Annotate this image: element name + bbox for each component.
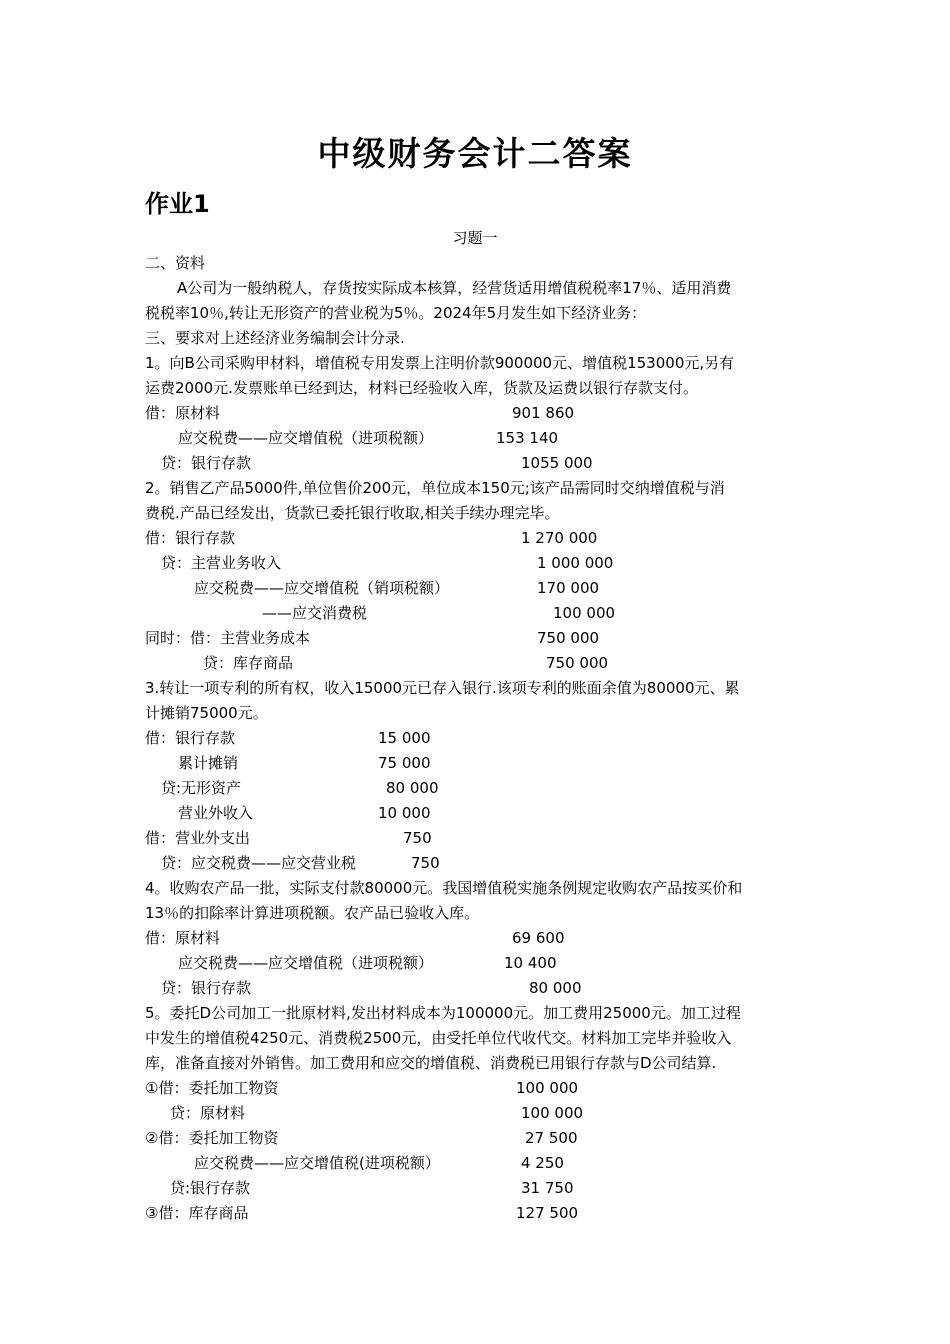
entry-account: 应交税费——应交增值税（销项税额） — [194, 579, 450, 597]
entry-amount: 901 860 — [512, 404, 575, 422]
entry-amount: 75 000 — [378, 754, 431, 772]
entry-amount: 80 000 — [529, 979, 582, 997]
entry-amount: 153 140 — [496, 429, 559, 447]
entry-amount: 127 500 — [516, 1204, 579, 1222]
materials-heading: 二、资料 — [145, 254, 206, 272]
question-5-line: 5。委托D公司加工一批原材料,发出材料成本为100000元。加工费用25000元。加工过程 — [145, 1004, 741, 1022]
entry-account: 应交税费——应交增值税（进项税额） — [178, 954, 434, 972]
paragraph-line: A公司为一般纳税人，存货按实际成本核算，经营货适用增值税税率17％、适用消费 — [177, 279, 732, 297]
entry-account: 借：营业外支出 — [145, 829, 251, 847]
entry-account: 借：银行存款 — [145, 729, 236, 747]
entry-amount: 27 500 — [525, 1129, 578, 1147]
entry-account: 应交税费——应交增值税(进项税额） — [194, 1154, 440, 1172]
entry-amount: 69 600 — [512, 929, 565, 947]
entry-account: 贷：应交税费——应交营业税 — [161, 854, 357, 872]
entry-amount: 10 400 — [504, 954, 557, 972]
question-2-line: 费税.产品已经发出，货款已委托银行收取,相关手续办理完毕。 — [145, 504, 560, 522]
entry-amount: 15 000 — [378, 729, 431, 747]
entry-account: 贷：主营业务收入 — [161, 554, 282, 572]
entry-account: ①借：委托加工物资 — [145, 1079, 279, 1097]
entry-amount: 750 — [403, 829, 432, 847]
entry-amount: 1 270 000 — [521, 529, 598, 547]
entry-account: ——应交消费税 — [262, 604, 368, 622]
entry-amount: 170 000 — [537, 579, 600, 597]
entry-account: ②借：委托加工物资 — [145, 1129, 279, 1147]
question-3-line: 计摊销75000元。 — [145, 704, 268, 722]
entry-amount: 100 000 — [516, 1079, 579, 1097]
entry-amount: 750 — [411, 854, 440, 872]
entry-amount: 31 750 — [521, 1179, 574, 1197]
question-3-line: 3.转让一项专利的所有权，收入15000元已存入银行.该项专利的账面余值为80000元、累 — [145, 679, 740, 697]
requirement-heading: 三、要求对上述经济业务编制会计分录. — [145, 329, 405, 347]
entry-account: 贷：银行存款 — [161, 454, 252, 472]
question-1-line: 1。向B公司采购甲材料，增值税专用发票上注明价款900000元、增值税153000元,另有 — [145, 354, 735, 372]
entry-amount: 10 000 — [378, 804, 431, 822]
entry-account: 同时：借：主营业务成本 — [145, 629, 311, 647]
entry-account: 贷：银行存款 — [161, 979, 252, 997]
document-title: 中级财务会计二答案 — [317, 134, 633, 173]
entry-account: 营业外收入 — [178, 804, 254, 822]
entry-account: 累计摊销 — [178, 754, 239, 772]
entry-amount: 750 000 — [546, 654, 609, 672]
entry-account: 应交税费——应交增值税（进项税额） — [178, 429, 434, 447]
question-5-line: 库，准备直接对外销售。加工费用和应交的增值税、消费税已用银行存款与D公司结算. — [145, 1054, 717, 1072]
entry-amount: 750 000 — [537, 629, 600, 647]
exercise-title: 习题一 — [452, 229, 498, 247]
entry-amount: 1 000 000 — [537, 554, 614, 572]
section-heading: 作业1 — [145, 190, 210, 218]
question-5-line: 中发生的增值税4250元、消费税2500元，由受托单位代收代交。材料加工完毕并验收入 — [145, 1029, 732, 1047]
question-1-line: 运费2000元.发票账单已经到达，材料已经验收入库，货款及运费以银行存款支付。 — [145, 379, 698, 397]
question-4-line: 13％的扣除率计算进项税额。农产品已验收入库。 — [145, 904, 480, 922]
entry-account: 贷:银行存款 — [170, 1179, 251, 1197]
entry-amount: 1055 000 — [521, 454, 593, 472]
entry-account: 贷：库存商品 — [203, 654, 294, 672]
entry-account: 贷：原材料 — [170, 1104, 246, 1122]
entry-amount: 4 250 — [521, 1154, 564, 1172]
entry-account: 借：银行存款 — [145, 529, 236, 547]
entry-amount: 100 000 — [521, 1104, 584, 1122]
entry-amount: 80 000 — [386, 779, 439, 797]
entry-account: 借：原材料 — [145, 404, 221, 422]
question-2-line: 2。销售乙产品5000件,单位售价200元，单位成本150元;该产品需同时交纳增值税与消 — [145, 479, 725, 497]
paragraph-line: 税税率10％,转让无形资产的营业税为5％。2024年5月发生如下经济业务： — [145, 304, 647, 322]
entry-account: 贷:无形资产 — [161, 779, 242, 797]
entry-account: 借：原材料 — [145, 929, 221, 947]
question-4-line: 4。收购农产品一批，实际支付款80000元。我国增值税实施条例规定收购农产品按买价和 — [145, 879, 743, 897]
entry-amount: 100 000 — [553, 604, 616, 622]
entry-account: ③借：库存商品 — [145, 1204, 249, 1222]
